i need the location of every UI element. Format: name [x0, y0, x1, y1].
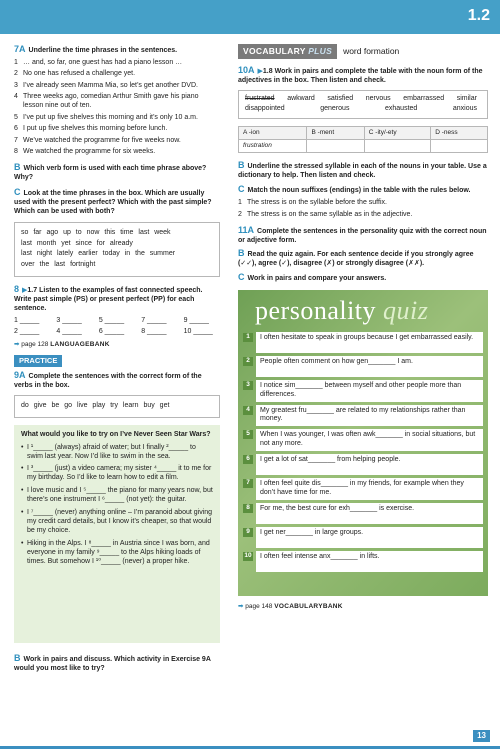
item-text: Three weeks ago, comedian Arthur Smith gave his piano lesson nine out of ten.	[23, 93, 199, 110]
exercise-9a-heading: 9A Complete the sentences with the correct form of the verbs in the box.	[14, 369, 202, 389]
exercise-8-row-2	[14, 328, 220, 337]
answer-gap[interactable]: 5 _____	[98, 317, 125, 325]
adjective-word: exhausted	[385, 104, 418, 112]
table-header-cell: C -ity/-ety	[364, 126, 430, 139]
quiz-text: I often feel quite dis_______ in my friends, for example when they don’t have time for me.	[256, 478, 483, 500]
exercise-11c: C Work in pairs and compare your answers.	[238, 272, 387, 283]
adjective-word: anxious	[452, 104, 477, 112]
exercise-7c: C Look at the time phrases in the box. Which are usually used with the present perfect? Which with the past simple? Which can be used with both?	[14, 186, 212, 215]
adjective-word: disappointed	[245, 104, 285, 112]
play-icon[interactable]: ▶	[22, 287, 28, 295]
item-number: 8	[14, 148, 18, 156]
item-text: I’ve already seen Mamma Mia, so let’s get another DVD.	[23, 81, 198, 89]
rule-text: The stress is on the syllable before the suffix.	[247, 199, 387, 207]
quiz-number: 6	[243, 455, 253, 464]
quiz-text: I often hesitate to speak in groups because I get embarrassed easily.	[256, 332, 483, 353]
answer-gap[interactable]: 3 _____	[56, 317, 82, 325]
quiz-number: 7	[243, 479, 253, 488]
try-on-text: I ⁷_____ (never) anything online – I’m paranoid about giving my credit card details, but I know it’s cheaper, so that would be my choice.	[27, 509, 213, 535]
item-text: I’ve put up five shelves this morning and it’s only 10 a.m.	[23, 113, 198, 121]
item-number: 3	[14, 81, 18, 89]
answer-gap[interactable]: 8 _____	[141, 327, 167, 335]
exercise-7b: B Which verb form is used with each time phrase above? Why?	[14, 162, 207, 181]
quiz-number: 2	[243, 357, 253, 366]
item-text: I put up five shelves this morning before lunch.	[23, 125, 168, 133]
quiz-number: 10	[244, 552, 252, 560]
exercise-10c: C Match the noun suffixes (endings) in the table with the rules below.	[238, 184, 471, 195]
quiz-number: 9	[243, 528, 253, 537]
time-phrases-line: so far ago up to now this time last week	[21, 228, 171, 236]
quiz-text: I notice sim_______ between myself and other people more than differences.	[256, 380, 483, 402]
exercise-11b: B Read the quiz again. For each sentence decide if you strongly agree (✓✓), agree (✓), disagree (✗) or strongly disagree (✗✗).	[238, 248, 474, 268]
answer-gap[interactable]: 2 _____	[14, 327, 40, 335]
languagebank-ref[interactable]: ➡ page 128 LANGUAGEBANK	[14, 340, 110, 348]
quiz-item	[243, 405, 483, 427]
try-on-list	[21, 444, 213, 567]
quiz-item	[243, 454, 483, 475]
vocabularybank-ref[interactable]: ➡ page 148 VOCABULARYBANK	[238, 603, 343, 611]
answer-gap[interactable]: 6 _____	[98, 327, 125, 335]
exercise-7a-item	[14, 82, 220, 91]
quiz-text: When I was younger, I was often awk_______ in social situations, but not any more.	[256, 429, 483, 451]
exercise-11a: 11A Complete the sentences in the personality quiz with the correct noun or adjective form.	[238, 224, 487, 244]
quiz-number: 3	[243, 381, 253, 390]
quiz-item	[243, 503, 483, 524]
bullet: •	[21, 540, 24, 548]
time-phrases-line: over the last fortnight	[21, 261, 96, 269]
exercise-7a-item	[14, 125, 220, 134]
try-on-text: I ¹_____ (always) afraid of water; but I finally ²_____ to swim last year. Now I’d like to swim in the sea.	[27, 443, 196, 460]
time-phrases-line: last night lately earlier today in the summer	[21, 250, 176, 258]
right-column	[238, 44, 488, 618]
exercise-10b: B Underline the stressed syllable in each of the nouns in your table. Use a dictionary to help. Then listen and check.	[238, 160, 487, 180]
bullet: •	[21, 443, 24, 451]
quiz-item	[243, 356, 483, 377]
left-column	[14, 44, 220, 677]
quiz-item	[243, 478, 483, 500]
unit-number: 1.2	[467, 7, 490, 24]
quiz-number: 8	[243, 504, 253, 513]
adjective-word: frustrated	[245, 94, 275, 102]
noun-forms-table	[238, 126, 488, 154]
practice-tag: PRACTICE	[14, 355, 62, 367]
answer-gap[interactable]: 1 _____	[14, 317, 40, 325]
quiz-list	[243, 332, 483, 573]
try-on-text: Hiking in the Alps. I ⁸_____ in Austria since I was born, and everyone in my family ⁹_____ to the Alps hiking loads of times. But somehow I ¹⁰_____ (never) a proper hike.	[27, 540, 210, 566]
exercise-9b: B Work in pairs and discuss. Which activity in Exercise 9A would you most like to try?	[14, 652, 211, 672]
quiz-text: I get ner_______ in large groups.	[256, 527, 483, 548]
rule-item	[238, 211, 488, 220]
table-cell[interactable]	[307, 140, 364, 153]
vocabulary-plus-header	[238, 44, 488, 59]
bullet: •	[21, 487, 24, 495]
vocabulary-subtitle: word formation	[343, 46, 400, 56]
exercise-7a-list	[14, 59, 220, 157]
rule-item	[238, 199, 488, 208]
quiz-title: personality quiz	[255, 296, 429, 326]
rules-list	[238, 199, 488, 219]
try-on-item	[21, 465, 213, 483]
answer-gap[interactable]: 4 _____	[56, 327, 82, 335]
item-number: 7	[14, 136, 18, 144]
arrow-icon: ➡	[238, 603, 244, 611]
top-banner	[0, 0, 500, 34]
answer-gap[interactable]: 9 _____	[183, 317, 209, 325]
exercise-10a-heading: 10A ▶1.8 Work in pairs and complete the table with the noun form of the adjectives in the box. Then listen and check.	[238, 64, 483, 84]
quiz-text: My greatest fru_______ are related to my relationships rather than money.	[256, 405, 483, 427]
verbs-box: do give be go live play try learn buy get	[14, 395, 220, 418]
exercise-7a-item	[14, 93, 220, 111]
rule-text: The stress is on the same syllable as in the adjective.	[247, 210, 413, 218]
quiz-item	[243, 527, 483, 548]
personality-quiz	[238, 290, 488, 596]
page-number: 13	[473, 730, 490, 742]
try-on-box	[14, 425, 220, 643]
table-cell[interactable]	[364, 140, 430, 153]
try-on-text: I ³_____ (just) a video camera; my sister ⁴_____ it to me for my birthday. So I’d like to learn how to edit a film.	[27, 465, 212, 482]
quiz-number: 5	[243, 430, 253, 439]
quiz-item	[243, 332, 483, 353]
play-icon[interactable]: ▶	[257, 67, 263, 75]
bullet: •	[21, 465, 24, 473]
quiz-number: 1	[243, 333, 253, 342]
table-cell[interactable]: frustration	[239, 140, 307, 153]
rule-number: 2	[238, 210, 242, 218]
exercise-7a-heading: 7A Underline the time phrases in the sentences.	[14, 44, 178, 54]
time-phrases-box	[14, 222, 220, 277]
adjective-word: embarrassed	[403, 94, 445, 102]
quiz-text: People often comment on how gen_______ I am.	[256, 356, 483, 377]
try-on-question: What would you like to try on I’ve Never Seen Star Wars?	[21, 430, 211, 438]
try-on-item	[21, 444, 213, 462]
try-on-item	[21, 509, 213, 536]
try-on-text: I love music and I ⁵_____ the piano for many years now, but there’s one instrument I ⁶_____ (not yet): the guitar.	[27, 487, 213, 504]
quiz-text: For me, the best cure for exh_______ is exercise.	[256, 503, 483, 524]
item-text: We’ve watched the programme for five weeks now.	[23, 136, 181, 144]
exercise-7a-item	[14, 114, 220, 123]
exercise-7a-item	[14, 137, 220, 146]
quiz-item	[243, 429, 483, 451]
time-phrases-line: last month yet since for already	[21, 239, 133, 247]
answer-gap[interactable]: 7 _____	[141, 317, 167, 325]
item-number: 5	[14, 113, 18, 121]
adjective-word: generous	[320, 104, 350, 112]
try-on-item	[21, 540, 213, 567]
arrow-icon: ➡	[14, 340, 20, 348]
table-header-cell: B -ment	[307, 126, 364, 139]
quiz-text: I get a lot of sat_______ from helping people.	[256, 454, 483, 475]
rule-number: 1	[238, 199, 242, 207]
answer-gap[interactable]: 10 _____	[183, 327, 213, 335]
item-number: 1	[14, 58, 18, 66]
exercise-7a-item	[14, 148, 220, 157]
table-header-cell: D -ness	[431, 126, 488, 139]
adjective-word: nervous	[365, 94, 391, 102]
item-number: 4	[14, 93, 18, 101]
adjective-word: satisfied	[327, 94, 354, 102]
item-text: No one has refused a challenge yet.	[23, 70, 136, 78]
adjective-word: awkward	[287, 94, 315, 102]
item-text: We watched the programme for six weeks.	[23, 148, 156, 156]
bullet: •	[21, 509, 24, 517]
quiz-item	[243, 551, 483, 572]
item-number: 2	[14, 70, 18, 78]
try-on-item	[21, 487, 213, 505]
adjectives-box	[238, 90, 488, 119]
exercise-7a-item	[14, 59, 220, 68]
item-number: 6	[14, 125, 18, 133]
exercise-8-row-1	[14, 317, 220, 326]
exercise-8-heading: 8 ▶1.7 Listen to the examples of fast connected speech. Write past simple (PS) or present perfect (PP) for each sentence.	[14, 284, 203, 313]
exercise-7a-item	[14, 70, 220, 79]
table-header-cell: A -ion	[239, 126, 307, 139]
quiz-item	[243, 380, 483, 402]
vocabulary-plus-tag: VOCABULARY PLUS	[238, 44, 337, 59]
quiz-number: 4	[243, 406, 253, 415]
adjective-word: similar	[456, 94, 477, 102]
item-text: … and, so far, one guest has had a piano lesson …	[23, 58, 183, 66]
table-cell[interactable]	[431, 140, 488, 153]
quiz-text: I often feel intense anx_______ in lifts.	[256, 551, 483, 572]
